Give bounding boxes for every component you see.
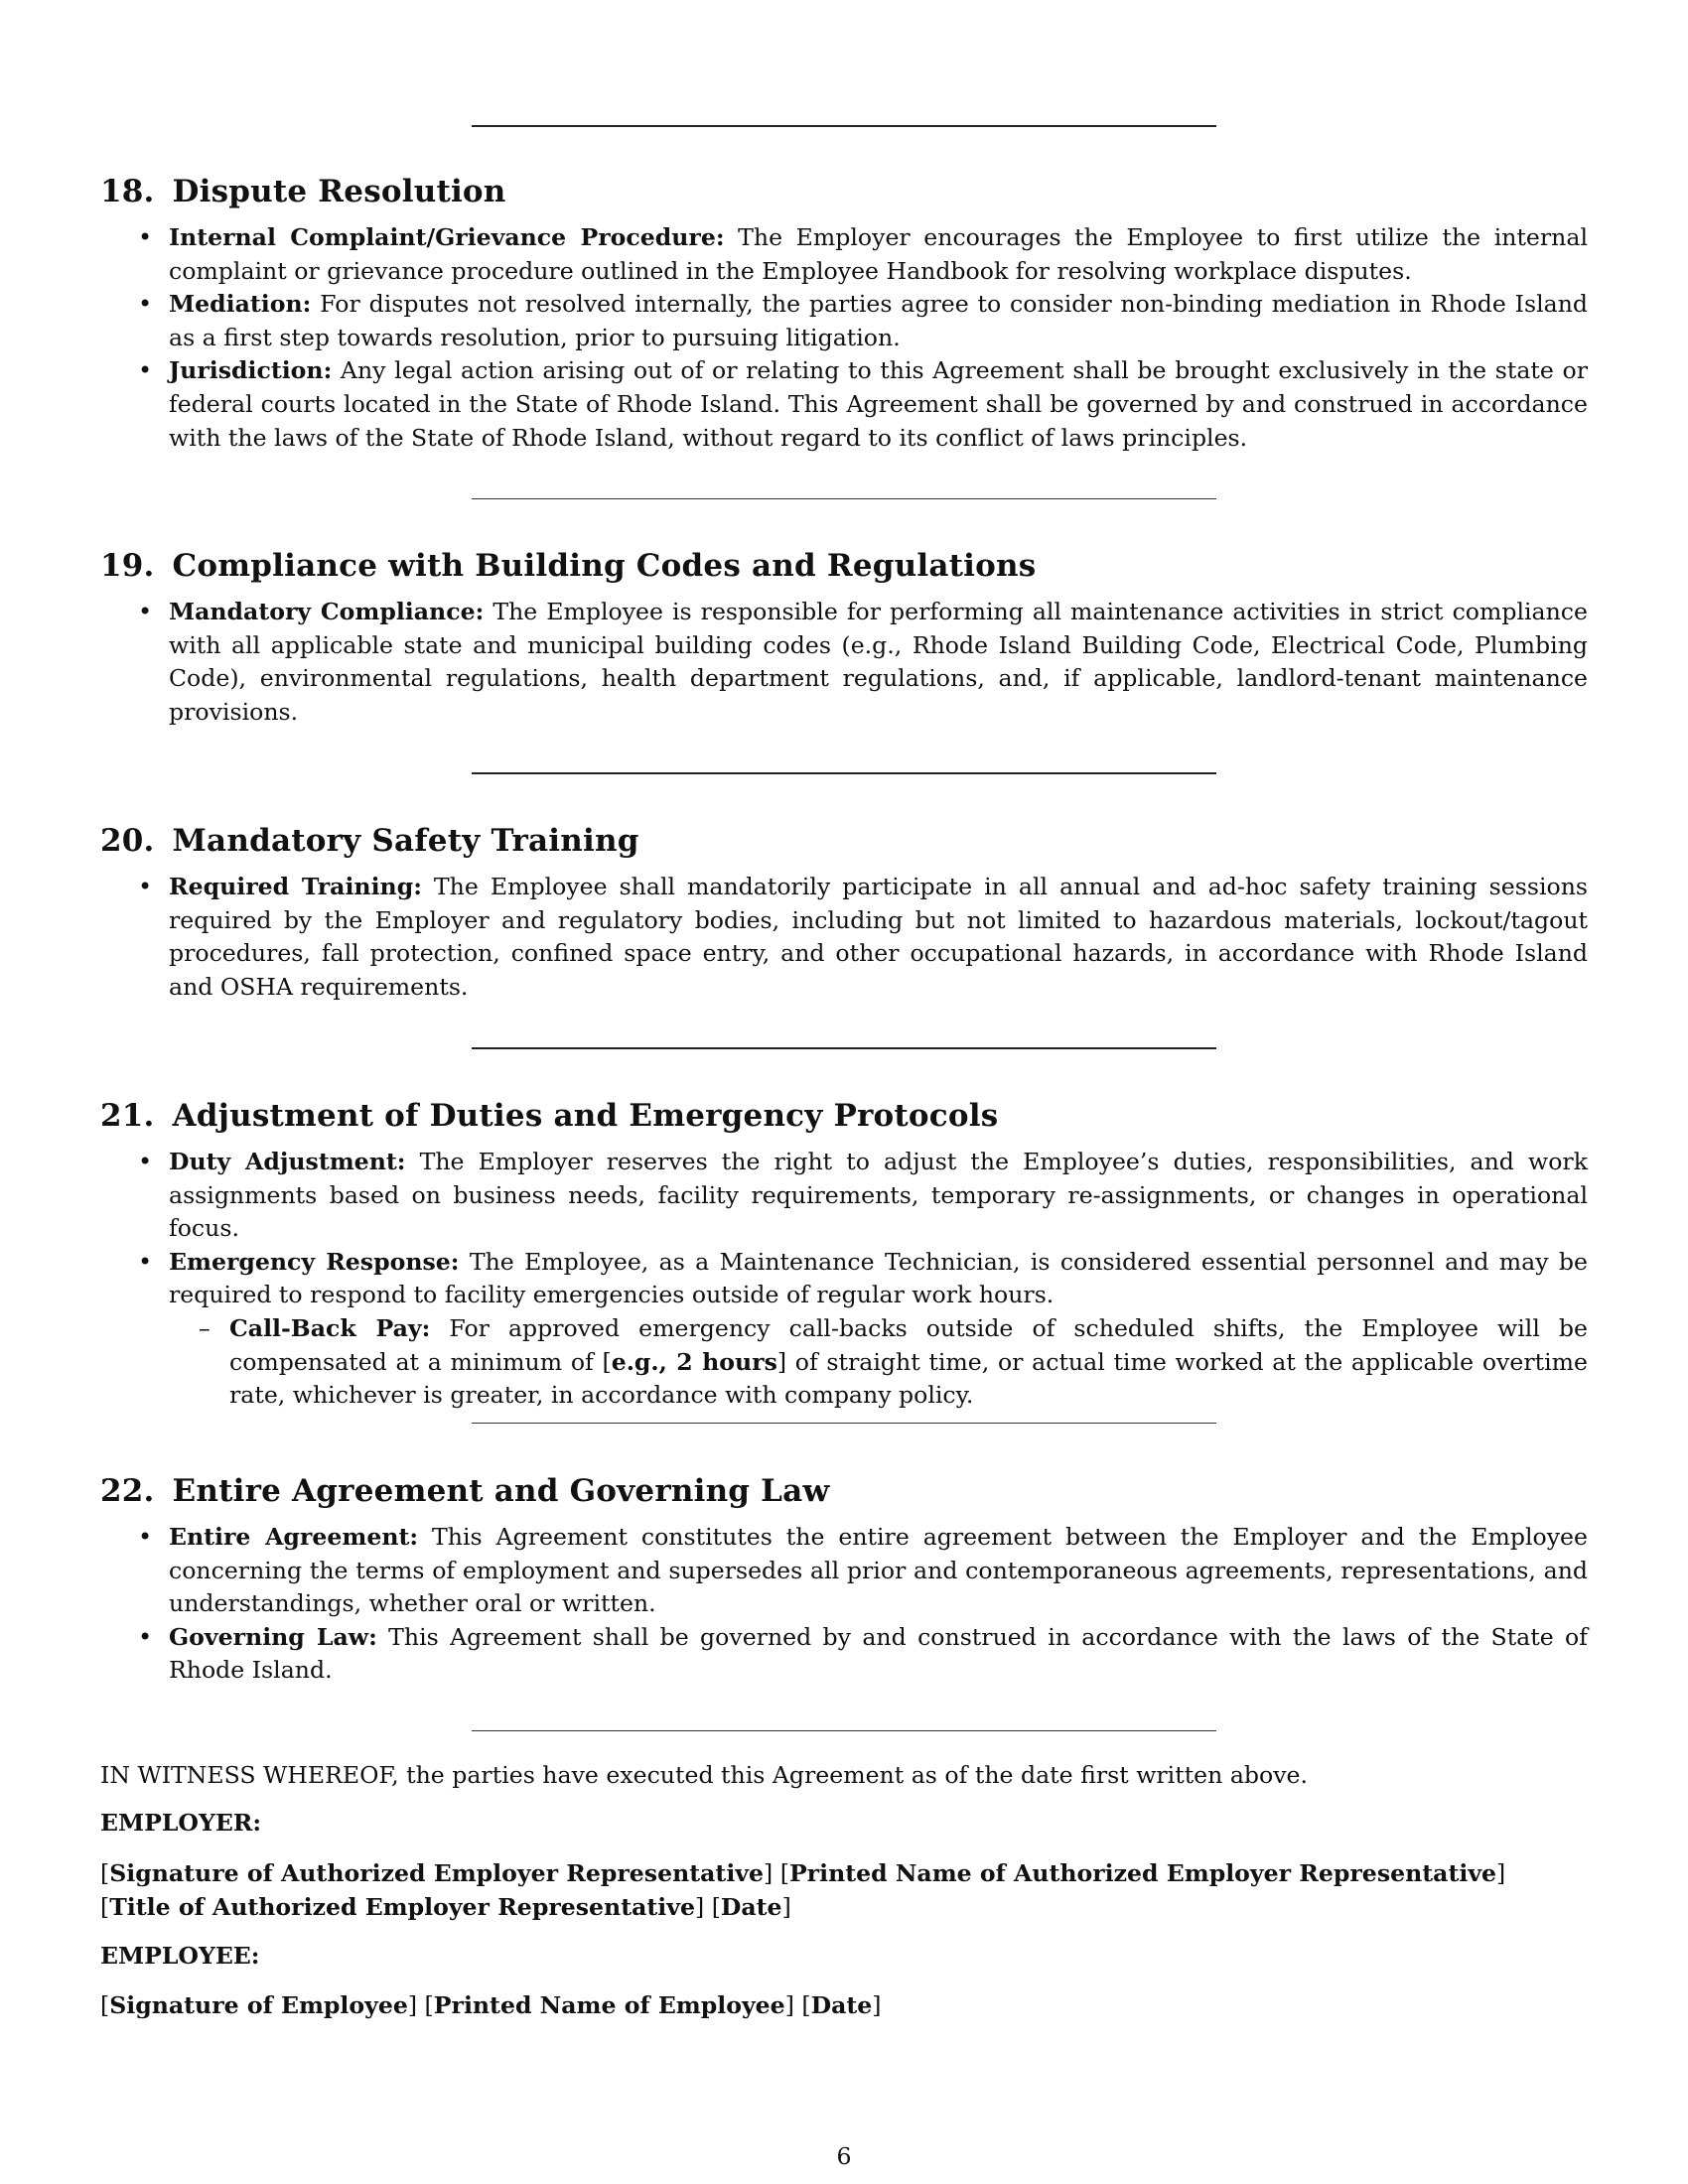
- section-heading: 22. Entire Agreement and Governing Law: [100, 1473, 830, 1509]
- bullet-list: [100, 871, 1588, 1004]
- section-heading: 20. Mandatory Safety Training: [100, 823, 639, 859]
- section-21: [100, 1098, 1588, 1413]
- section-20: [100, 823, 1588, 1004]
- section-heading: 18. Dispute Resolution: [100, 174, 506, 209]
- bullet-list: [100, 221, 1588, 455]
- bullet-list: [100, 1521, 1588, 1688]
- list-item: • Governing Law: This Agreement shall be governed by and construed in accordance with the laws of the State of Rhode Island.: [100, 1621, 1588, 1688]
- horizontal-rule: [472, 1047, 1216, 1049]
- section-19: [100, 548, 1588, 729]
- list-item: • Duty Adjustment: The Employer reserves the right to adjust the Employee’s duties, responsibilities, and work assignments based on business needs, facility requirements, temporary re-assignments, or changes in operational focus.: [100, 1146, 1588, 1246]
- section-heading: 19. Compliance with Building Codes and Regulations: [100, 548, 1037, 584]
- bullet-list: [100, 1146, 1588, 1413]
- list-item: • Entire Agreement: This Agreement constitutes the entire agreement between the Employer and the Employee concerning the terms of employment and supersedes all prior and contemporaneous agreements, representations, and understandings, whether oral or written.: [100, 1521, 1588, 1621]
- list-item: • Mandatory Compliance: The Employee is responsible for performing all maintenance activities in strict compliance with all applicable state and municipal building codes (e.g., Rhode Island Building Code, Electrical Code, Plumbing Code), environmental regulations, health department regulations, and, if applicable, landlord-tenant maintenance provisions.: [100, 596, 1588, 729]
- list-item: • Internal Complaint/Grievance Procedure: The Employer encourages the Employee to first utilize the internal complaint or grievance procedure outlined in the Employee Handbook for resolving workplace disputes.: [100, 221, 1588, 288]
- horizontal-rule: [472, 125, 1216, 127]
- sub-list-item: – Call-Back Pay: For approved emergency call-backs outside of scheduled shifts, the Employee will be compensated at a minimum of [e.g., 2 hours] of straight time, or actual time worked at the applicable overtime rate, whichever is greater, in accordance with company policy.: [169, 1312, 1588, 1413]
- horizontal-rule: [472, 498, 1216, 499]
- horizontal-rule: [472, 1423, 1216, 1424]
- employee-label: EMPLOYEE:: [100, 1942, 260, 1970]
- bullet-list: [100, 596, 1588, 729]
- horizontal-rule: [472, 1730, 1216, 1731]
- employer-label: EMPLOYER:: [100, 1809, 262, 1837]
- list-item: • Required Training: The Employee shall mandatorily participate in all annual and ad-hoc safety training sessions required by the Employer and regulatory bodies, including but not limited to hazardous materials, lockout/tagout procedures, fall protection, confined space entry, and other occupational hazards, in accordance with Rhode Island and OSHA requirements.: [100, 871, 1588, 1004]
- section-18: [100, 174, 1588, 455]
- witness-statement: IN WITNESS WHEREOF, the parties have executed this Agreement as of the date first written above.: [100, 1761, 1309, 1789]
- horizontal-rule: [472, 772, 1216, 774]
- employee-signature-block: [Signature of Employee] [Printed Name of Employee] [Date]: [100, 1991, 882, 2019]
- list-item: • Jurisdiction: Any legal action arising out of or relating to this Agreement shall be brought exclusively in the state or federal courts located in the State of Rhode Island. This Agreement shall be governed by and construed in accordance with the laws of the State of Rhode Island, without regard to its conflict of laws principles.: [100, 354, 1588, 455]
- section-22: [100, 1473, 1588, 1688]
- employer-signature-block: [Signature of Authorized Employer Representative] [Printed Name of Authorized Employer Representative] [Title of Authorized Employer Representative] [Date]: [100, 1859, 1506, 1921]
- list-item: • Emergency Response: The Employee, as a Maintenance Technician, is considered essential personnel and may be required to respond to facility emergencies outside of regular work hours. – Call-Back Pay: For approved emergency call-backs outside of scheduled shifts, the Employee will be compensated at a minimum of [e.g., 2 hours] of straight time, or actual time worked at the applicable overtime rate, whichever is greater, in accordance with company policy.: [100, 1246, 1588, 1413]
- list-item: • Mediation: For disputes not resolved internally, the parties agree to consider non-binding mediation in Rhode Island as a first step towards resolution, prior to pursuing litigation.: [100, 288, 1588, 354]
- section-heading: 21. Adjustment of Duties and Emergency Protocols: [100, 1098, 999, 1134]
- sub-list: [169, 1312, 1588, 1413]
- page-number: 6: [836, 2142, 852, 2170]
